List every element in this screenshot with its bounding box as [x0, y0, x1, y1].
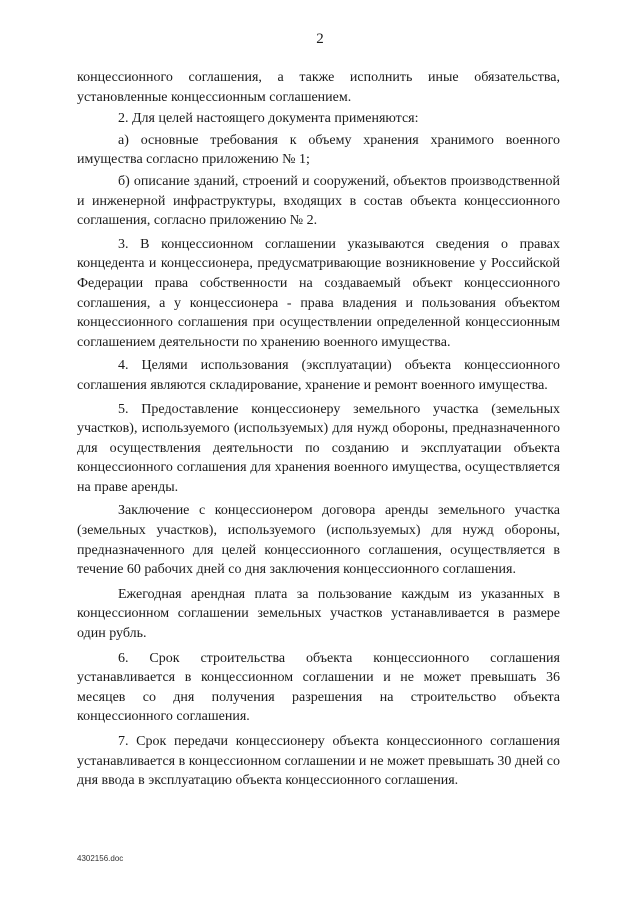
paragraph-continuation: концессионного соглашения, а также исполнить иные обязательства, установленные концессионным соглашением. — [77, 70, 560, 105]
paragraph-2a: а) основные требования к объему хранения хранимого военного имущества согласно приложению № 1; — [77, 132, 560, 168]
paragraph-2b: б) описание зданий, строений и сооружений, объектов производственной и инженерной инфраструктуры, входящих в состав объекта концессионного соглашения, согласно приложению № 2. — [77, 173, 560, 229]
paragraph-3: 3. В концессионном соглашении указываются сведения о правах концедента и концессионера, предусматривающие возникновение у Российской Федерации права собственности на создаваемый объект концессионного соглашения, а у концессионера - права владения и пользования объектом концессионного соглашения при осуществлении определенной концессионным соглашением деятельности по хранению военного имущества. — [77, 236, 560, 350]
paragraph-4: 4. Целями использования (эксплуатации) объекта концессионного соглашения являются складирование, хранение и ремонт военного имущества. — [77, 358, 560, 393]
footer-document-code: 4302156.doc — [77, 854, 124, 863]
paragraph-7: 7. Срок передачи концессионеру объекта концессионного соглашения устанавливается в концессионном соглашении и не может превышать 30 дней со дня ввода в эксплуатацию объекта концессионного соглашения. — [77, 734, 560, 789]
document-body — [77, 68, 560, 791]
page-number: 2 — [316, 31, 324, 47]
paragraph-2-intro: 2. Для целей настоящего документа применяются: — [118, 111, 419, 127]
paragraph-5-lease-agreement: Заключение с концессионером договора аренды земельного участка (земельных участков), используемого (используемых) для нужд обороны, предназначенного для целей концессионного соглашения, осуществляется в течение 60 рабочих дней со дня заключения концессионного соглашения. — [77, 503, 560, 578]
paragraph-5-annual-rent: Ежегодная арендная плата за пользование каждым из указанных в концессионном соглашении земельных участков устанавливается в размере один рубль. — [77, 586, 560, 642]
paragraph-6: 6. Срок строительства объекта концессионного соглашения устанавливается в концессионном соглашении и не может превышать 36 месяцев со дня получения разрешения на строительство объекта концессионного соглашения. — [77, 650, 560, 725]
paragraph-5: 5. Предоставление концессионеру земельного участка (земельных участков), используемого (используемых) для нужд обороны, предназначенного для осуществления деятельности по созданию и эксплуатации объекта концессионного соглашения для хранения военного имущества, осуществляется на праве аренды. — [77, 401, 560, 495]
